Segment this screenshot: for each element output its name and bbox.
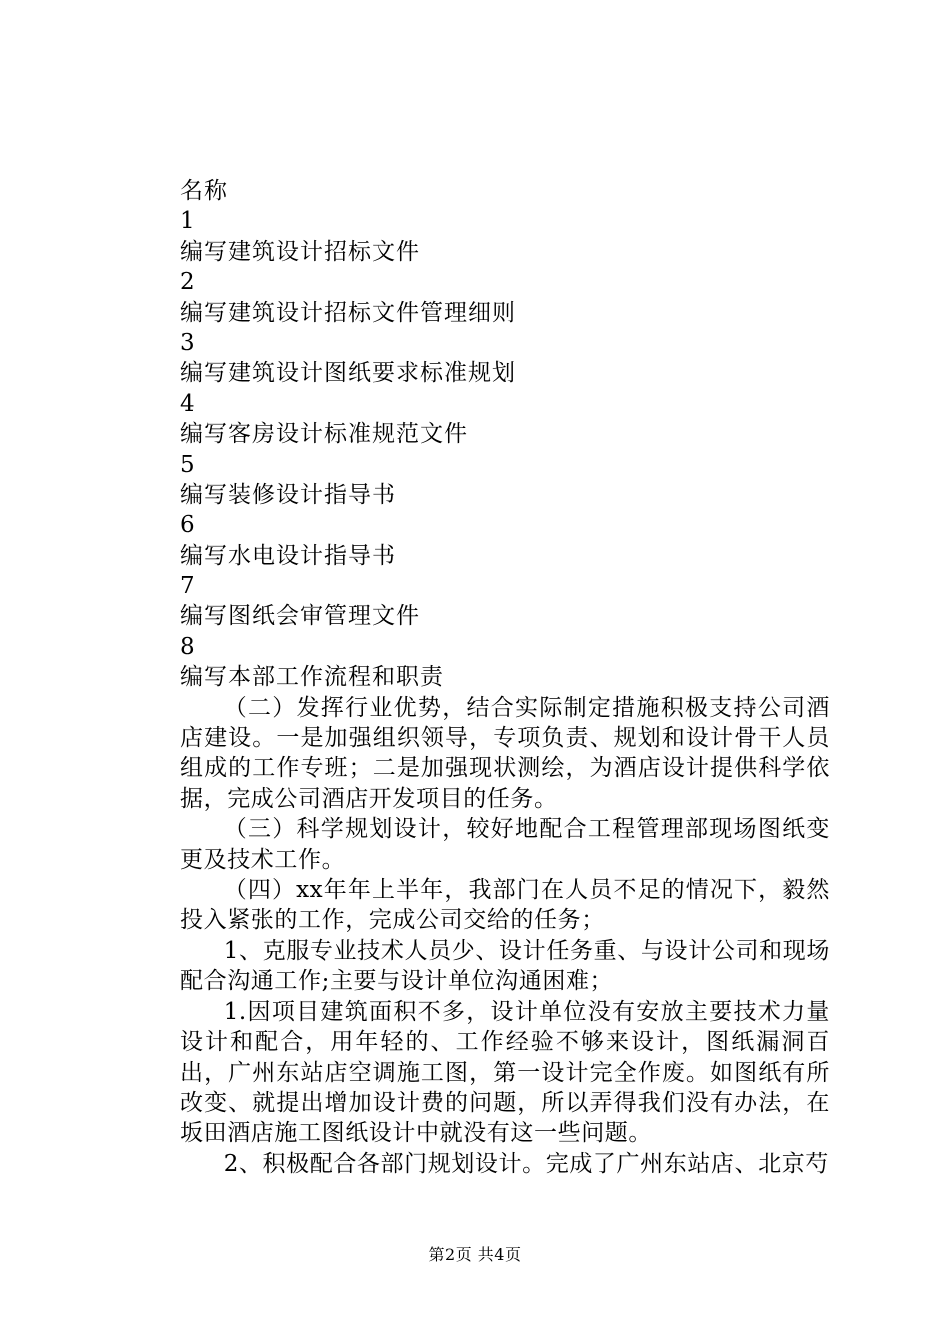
table-row-number: 5 <box>180 451 196 478</box>
table-row-name: 编写本部工作流程和职责 <box>180 664 444 691</box>
paragraph-4: （四）xx年年上半年，我部门在人员不足的情况下，毅然投入紧张的工作，完成公司交给的任务； <box>180 877 830 934</box>
paragraph-item-1: 1、克服专业技术人员少、设计任务重、与设计公司和现场配合沟通工作;主要与设计单位沟通困难； <box>180 937 830 995</box>
table-header: 名称 <box>180 178 228 204</box>
table-row-number: 3 <box>180 329 196 356</box>
paragraph-2: （二）发挥行业优势，结合实际制定措施积极支持公司酒店建设。一是加强组织领导，专项负责、规划和设计骨干人员组成的工作专班；二是加强现状测绘，为酒店设计提供科学依据，完成公司酒店开发项目的任务。 <box>180 694 830 812</box>
table-row-name: 编写建筑设计招标文件 <box>180 238 420 265</box>
paragraph-3: （三）科学规划设计，较好地配合工程管理部现场图纸变更及技术工作。 <box>180 816 830 873</box>
paragraph-item-1-1: 1.因项目建筑面积不多，设计单位没有安放主要技术力量设计和配合，用年轻的、工作经验不够来设计，图纸漏洞百出，广州东站店空调施工图，第一设计完全作废。如图纸有所改变、就提出增加设计费的问题，所以弄得我们没有办法，在坂田酒店施工图纸设计中就没有这一些问题。 <box>180 998 830 1147</box>
table-row-number: 6 <box>180 512 196 539</box>
table-row-number: 4 <box>180 390 196 417</box>
table-row-name: 编写图纸会审管理文件 <box>180 603 420 630</box>
paragraph-item-2: 2、积极配合各部门规划设计。完成了广州东站店、北京芍 <box>223 1150 829 1177</box>
body-text <box>180 693 830 1180</box>
table-row-number: 2 <box>180 269 196 296</box>
table-row-name: 编写建筑设计招标文件管理细则 <box>180 299 516 326</box>
table-row-name: 编写客房设计标准规范文件 <box>180 421 468 448</box>
table-row-number: 7 <box>180 573 196 600</box>
table-row-name: 编写建筑设计图纸要求标准规划 <box>180 360 516 387</box>
table-row-name: 编写装修设计指导书 <box>180 481 396 508</box>
document-content <box>180 176 830 1179</box>
table-row-number: 1 <box>180 208 196 235</box>
page-number: 第2页 共4页 <box>428 1245 522 1264</box>
table-row-number: 8 <box>180 633 196 660</box>
table-row-name: 编写水电设计指导书 <box>180 542 396 569</box>
